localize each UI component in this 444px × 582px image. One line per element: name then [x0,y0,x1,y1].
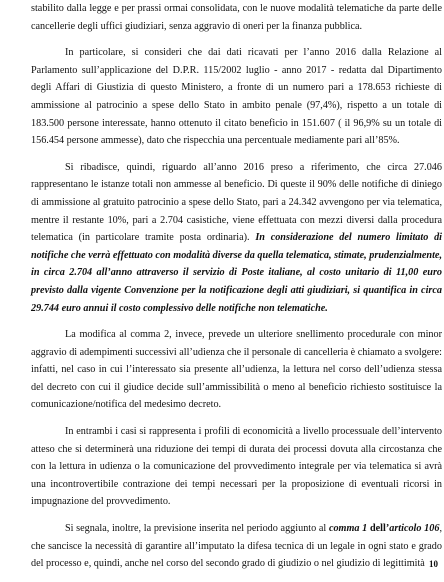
page-number: 10 [429,559,438,569]
paragraph-intro-continuation [31,0,442,35]
paragraph-statistics-2016 [31,44,442,150]
paragraph-text: stabilito dalla legge e per prassi ormai consolidata, con le nuove modalità telematiche da parte delle cancellerie degli uffici giudiziari, senza aggravio di oneri per la finanza pubblica. [31,3,442,32]
reference-dell: dell’ [369,523,390,535]
paragraph-non-admitted-notifications [31,159,442,317]
paragraph-text: In entrambi i casi si rappresenta i profili di economicità a livello processuale dell’intervento atteso che si determinerà una riduzione dei tempi di durata dei processi dovuta alla circostanza che con la lettura in udienza o la comunicazione del provvedimento integrale per via telematica si avrà una incontrovertibile contrazione dei tempi necessari per la proposizione di eventuali ricorsi in impugnazione del provvedimento. [31,426,442,508]
paragraph-text: In particolare, si consideri che dai dati ricavati per l’anno 2016 dalla Relazione al Parlamento sull’applicazione del D.P.R. 115/2002 luglio - anno 2017 - redatta dal Dipartimento degli Affari di Giustizia di questo Ministero, a fronte di un numero pari a 178.653 richieste di ammissione al patrocinio a spese dello Stato in ambito penale (97,4%), rispetto a un totale di 183.500 persone interessate, hanno ottenuto il citato beneficio in 151.607 ( il 96,9% su un totale di 156.454 persone ammesse), dato che rispecchia una percentuale mediamente pari all’85%. [31,47,442,147]
paragraph-text: Si segnala, inoltre, la previsione inserita nel periodo aggiunto al [65,523,327,535]
paragraph-text: Si ribadisce, quindi, riguardo all’anno 2016 preso a riferimento, che circa 27.046 rappresentano le istanze totali non ammesse al beneficio. Di queste il 90% delle notifiche di diniego di ammissione al gratuito patrocinio a spese dello Stato, pari a 24.342 avvengono per via telematica, mentre il restante 10%, pari a 2.704 casistiche, viene effettuata con mezzi diversi dalla procedura telematica (in particolare tramite posta ordinaria). [31,161,442,244]
reference-article: articolo 106 [389,523,440,535]
paragraph-article-106 [31,520,442,573]
document-page [31,0,442,582]
paragraph-comma-2-modification [31,326,442,414]
reference-comma: comma 1 [328,523,368,535]
paragraph-emphasis-cost-estimate: In considerazione del numero limitato di notifiche che verrà effettuato con modalità diverse da quella telematica, stimate, prudenzialmente, in circa 2.704 all’anno attraverso il servizio di Poste italiane, al costo unitario di 11,00 euro previsto dalla vigente Convenzione per la notificazione degli atti giudiziari, si quantifica in circa 29.744 euro annui il costo complessivo delle notifiche non telematiche. [31,232,442,314]
paragraph-text: La modifica al comma 2, invece, prevede un ulteriore snellimento procedurale con minor aggravio di adempimenti successivi all’udienza che il personale di cancelleria è chiamato a svolgere: infatti, nel caso in cui l’interessato sia presente all’udienza, la lettura nel corso dell’udienza stessa del decreto con cui il giudice decide sull’ammissibilità o meno al beneficio richiesto sostituisce la comunicazione/notifica del medesimo decreto. [31,329,443,411]
paragraph-text: , che sancisce la necessità di garantire all’imputato la difesa tecnica di un legale in ogni stato e grado del processo e, quindi, anche nel corso del secondo grado di giudizio o nel giudizio di legittimità [31,523,442,570]
paragraph-economicity-profiles [31,423,442,511]
